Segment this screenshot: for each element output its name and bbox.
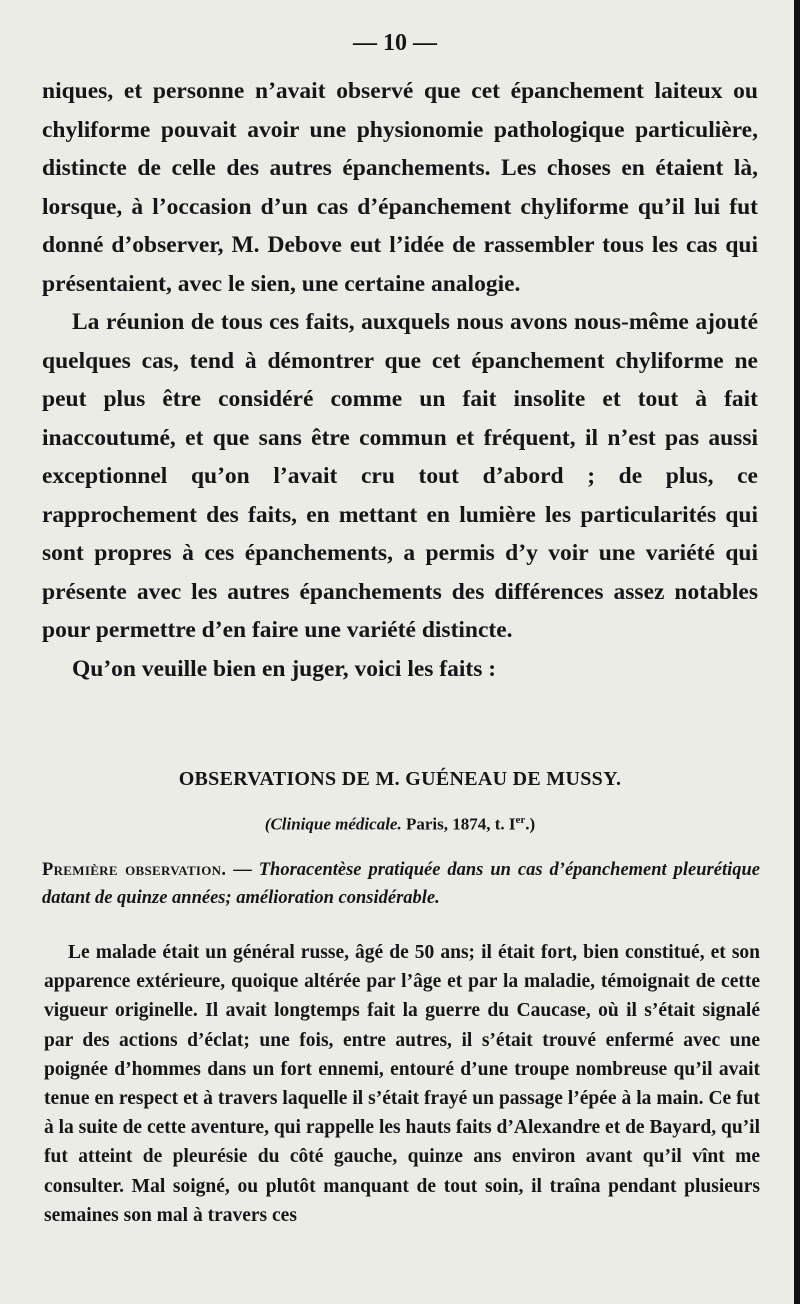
case-description xyxy=(44,938,760,1230)
observation-label: Première observation. xyxy=(42,860,227,880)
citation xyxy=(42,814,758,835)
observation-dash: — xyxy=(226,860,259,880)
citation-details: Paris, 1874, t. I xyxy=(401,814,516,834)
paragraph-continued: niques, et personne n’avait observé que cet épanchement laiteux ou chyliforme pouvait avoir une physionomie pathologique particulière, distincte de celle des autres épanchements. Les choses en étaient là, lorsque, à l’occasion d’un cas d’épanchement chyliforme qu’il lui fut donné d’observer, M. Debove eut l’idée de rassembler tous les cas qui présentaient, avec le sien, une certaine analogie. xyxy=(42,78,758,297)
page-number: — 10 — xyxy=(353,30,437,56)
citation-close: .) xyxy=(525,814,536,834)
observation-heading xyxy=(42,856,760,912)
citation-superscript: er xyxy=(515,814,526,826)
case-paragraph: Le malade était un général russe, âgé de 50 ans; il était fort, bien constitué, et son apparence extérieure, quoique altérée par l’âge et par la maladie, témoignait de cette vigueur originelle. Il avait longtemps fait la guerre du Caucase, où il s’était signalé par des actions d’éclat; une fois, entre autres, il s’était trouvé enfermé avec une poignée d’hommes dans un fort ennemi, entouré d’une troupe nombreuse qu’il avait tenue en respect et à travers laquelle il s’était frayé un passage l’épée à la main. Ce fut à la suite de cette aventure, qui rappelle les hauts faits d’Alexandre et de Bayard, qu’il fut atteint de pleurésie du côté gauche, quinze ans environ avant qu’il vînt me consulter. Mal soigné, ou plutôt manquant de tout soin, il traîna pendant plusieurs semaines son mal à travers ces xyxy=(44,942,760,1226)
paragraph: La réunion de tous ces faits, auxquels nous avons nous-même ajouté quelques cas, tend à démontrer que cet épanchement chyliforme ne peut plus être considéré comme un fait insolite et tout à fait inaccoutumé, et que sans être commun et fréquent, il n’est pas aussi exceptionnel qu’on l’avait cru tout d’abord ; de plus, ce rapprochement des faits, en mettant en lumière les particularités qui sont propres à ces épanchements, a permis d’y voir une variété qui présente avec les autres épanchements des différences assez notables pour permettre d’en faire une variété distincte. xyxy=(42,309,758,643)
observation-summary: Thoracentèse pratiquée dans un cas d’épanchement pleurétique datant de quinze années; amélioration considérable. xyxy=(42,860,760,908)
main-text xyxy=(42,72,758,688)
citation-source: (Clinique médicale. xyxy=(264,814,402,834)
section-title: OBSERVATIONS DE M. GUÉNEAU DE MUSSY. xyxy=(178,768,622,790)
paragraph: Qu’on veuille bien en juger, voici les faits : xyxy=(72,655,497,682)
